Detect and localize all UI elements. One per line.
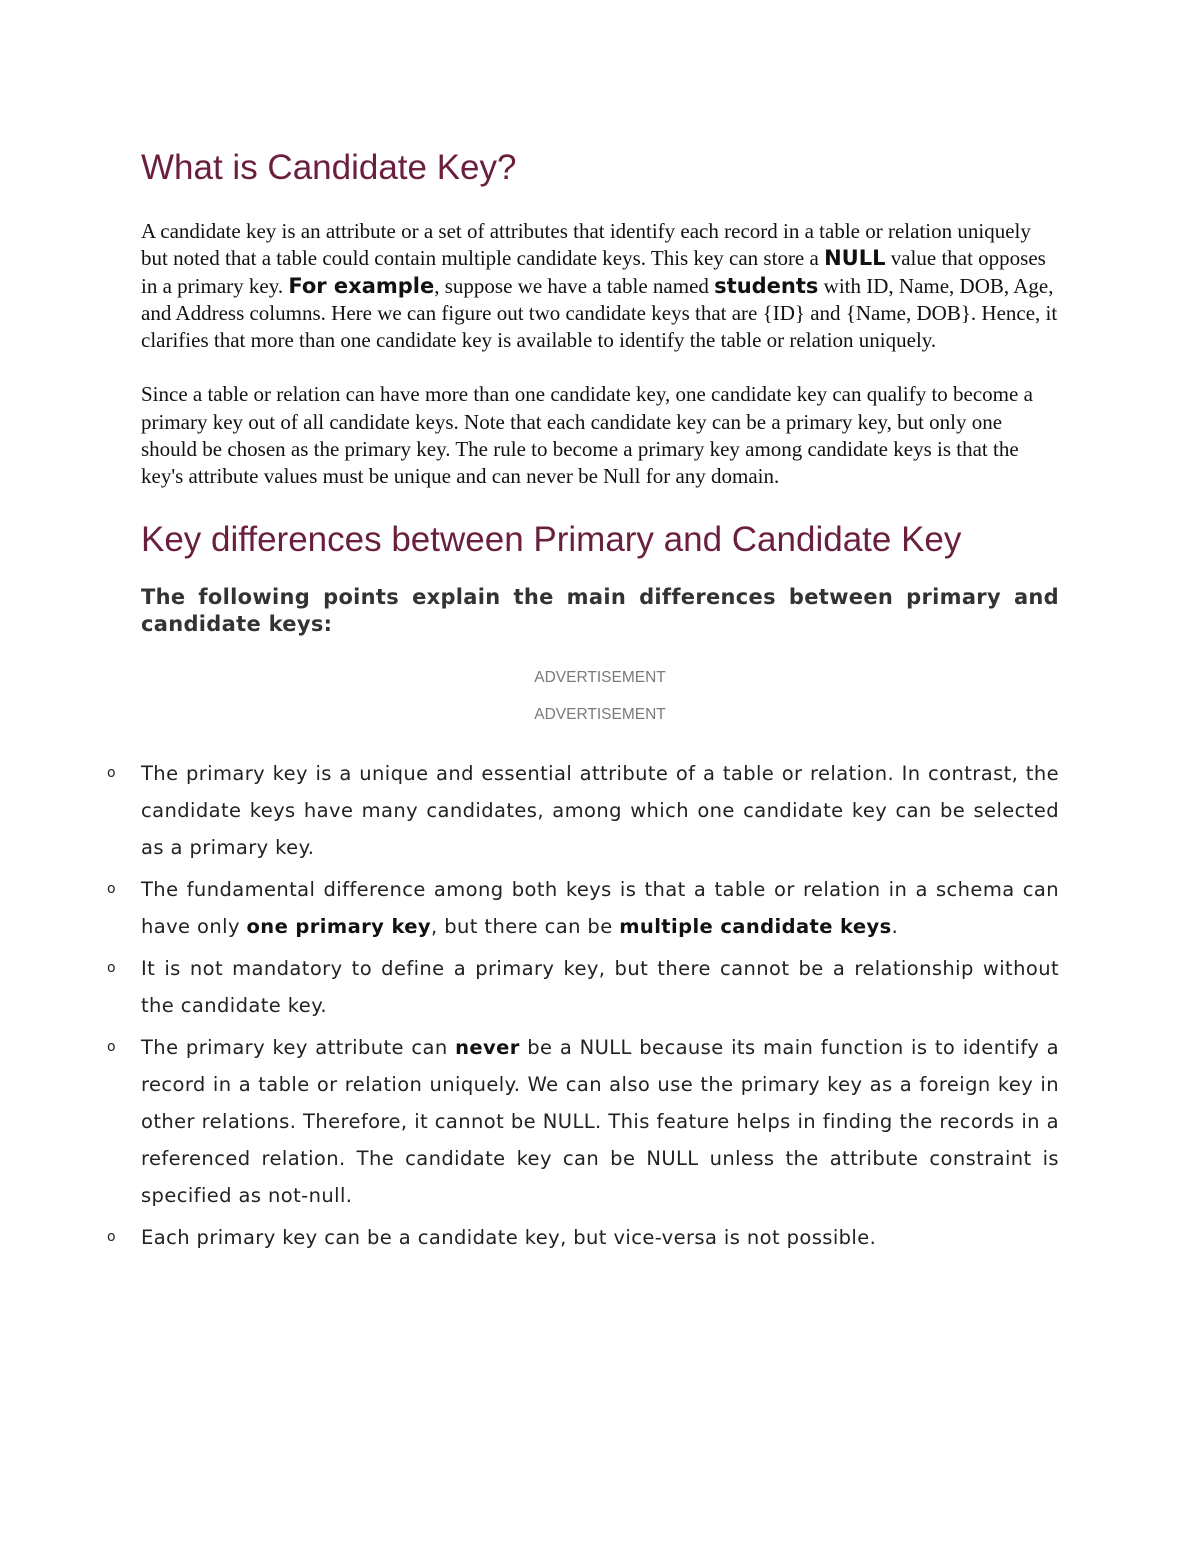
bullet-circle-icon: o xyxy=(107,1038,116,1055)
list-item-text: The primary key is a unique and essential attribute of a table or relation. In contrast, the candidate keys have many candidates, among which one candidate key can be selected as a primary key. xyxy=(141,761,1059,859)
list-item-bold: multiple candidate keys xyxy=(619,914,892,938)
list-item-text: It is not mandatory to define a primary key, but there cannot be a relationship without the candidate key. xyxy=(141,956,1059,1017)
heading-key-differences: Key differences between Primary and Candidate Key xyxy=(141,519,962,559)
list-item-bold: never xyxy=(455,1035,520,1059)
list-item-text: , but there can be xyxy=(431,914,620,938)
list-item xyxy=(71,950,1059,1024)
differences-list xyxy=(107,755,1059,1256)
list-item xyxy=(71,871,1059,945)
list-item xyxy=(71,1029,1059,1214)
heading-what-is-candidate-key: What is Candidate Key? xyxy=(141,148,517,187)
paragraph-primary-key-selection: Since a table or relation can have more than one candidate key, one candidate key can qualify to become a primary key out of all candidate keys. Note that each candidate key can be a primary key, but only one should be chosen as the primary key. The rule to become a primary key among candidate keys is that the key's attribute values must be unique and can never be Null for any domain. xyxy=(141,382,1033,489)
para1-text-1: A candidate key is an attribute or a set of attributes that identify each record in a table or relation uniquely but noted that a table could contain multiple candidate keys. This key can store a xyxy=(141,219,1031,271)
list-item xyxy=(71,755,1059,866)
bullet-circle-icon: o xyxy=(107,1228,116,1245)
para1-bold-students: students xyxy=(714,273,819,298)
lead-paragraph: The following points explain the main differences between primary and candidate keys: xyxy=(141,584,1059,636)
bullet-circle-icon: o xyxy=(107,959,116,976)
document-content xyxy=(107,140,1059,1261)
list-item xyxy=(71,1219,1059,1256)
para1-bold-null: NULL xyxy=(824,246,886,271)
list-item-text: . xyxy=(891,914,899,938)
list-item-text: The fundamental difference among both keys is that a table or relation in a schema can have only xyxy=(141,877,1059,938)
paragraph-candidate-key-definition xyxy=(141,218,1059,354)
para1-text-3: , suppose we have a table named xyxy=(434,273,715,298)
advertisement-label: ADVERTISEMENT xyxy=(534,668,666,686)
list-item-text: Each primary key can be a candidate key, but vice-versa is not possible. xyxy=(141,1225,877,1249)
list-item-bold: one primary key xyxy=(246,914,432,938)
para1-text-4: with ID, Name, DOB, Age, and Address columns. Here we can figure out two candidate keys that are {ID} and {Name, DOB}. Hence, it clarifies that more than one candidate key is available to identify the table or relation uniquely. xyxy=(141,273,1058,353)
para1-text-2: value that opposes in a primary key. xyxy=(141,246,1046,298)
advertisement-label: ADVERTISEMENT xyxy=(534,705,666,723)
bullet-circle-icon: o xyxy=(107,764,116,781)
list-item-text: be a NULL because its main function is to identify a record in a table or relation uniquely. We can also use the primary key as a foreign key in other relations. Therefore, it cannot be NULL. This feature helps in finding the records in a referenced relation. The candidate key can be NULL unless the attribute constraint is specified as not-null. xyxy=(141,1035,1059,1207)
list-item-text: The primary key attribute can xyxy=(141,1035,456,1059)
para1-bold-for-example: For example xyxy=(288,273,435,298)
bullet-circle-icon: o xyxy=(107,880,116,897)
